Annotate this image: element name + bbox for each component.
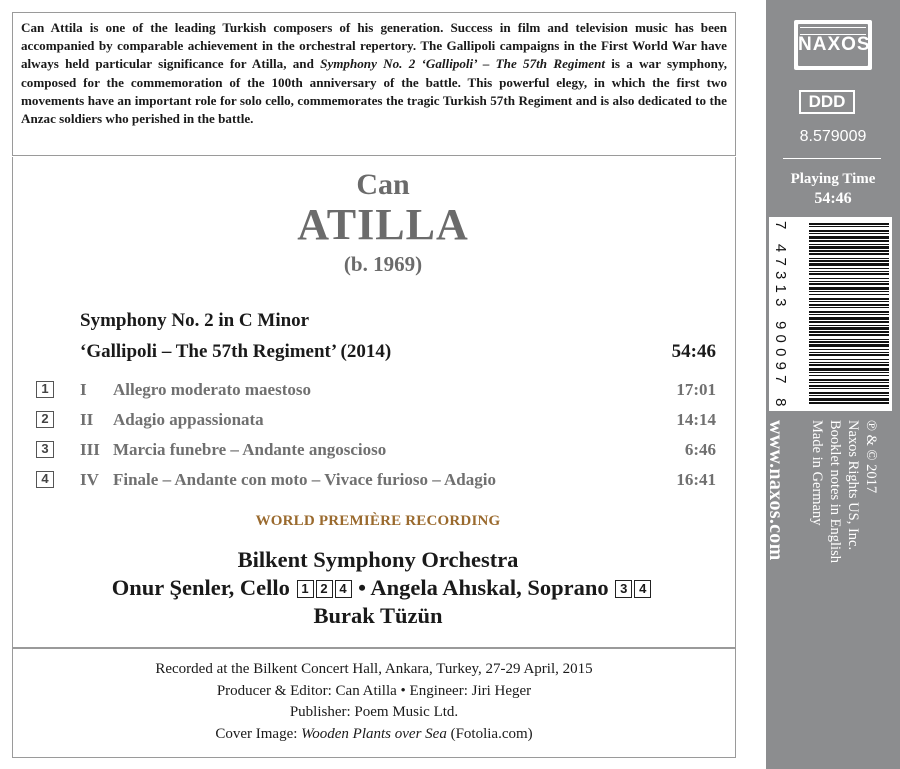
track-ref-box: 3	[615, 580, 632, 598]
work-title: Symphony No. 2 in C Minor	[80, 310, 310, 331]
track-number: 1	[36, 381, 54, 398]
movement-numeral: II	[80, 410, 94, 429]
track-number: 3	[36, 441, 54, 458]
ddd-badge: DDD	[799, 90, 855, 114]
track-duration: 6:46	[684, 440, 716, 459]
track-title: Allegro moderato maestoso	[113, 380, 311, 399]
track-duration: 17:01	[676, 380, 716, 399]
rights-line: Naxos Rights US, Inc.	[845, 420, 861, 551]
soprano-name: Angela Ahıskal, Soprano	[370, 575, 609, 600]
website-url: www.naxos.com	[765, 420, 787, 561]
work-subtitle: ‘Gallipoli – The 57th Regiment’ (2014)	[80, 341, 392, 362]
track-title: Marcia funebre – Andante angoscioso	[113, 440, 387, 459]
track-number: 2	[36, 411, 54, 428]
track-ref-box: 4	[634, 580, 651, 598]
blurb-text-2: is a war symphony, composed for the commemoration of the 100th anniversary of the battle. This powerful elegy, in which the first two movements have an important role for solo cello, commemorates the tragic Turkish 57th Regiment and is also dedicated to the Anzac soldiers who perished in the battle.	[21, 56, 727, 127]
movement-numeral: I	[80, 380, 87, 399]
track-row	[36, 470, 716, 494]
cover-source: (Fotolia.com)	[446, 725, 533, 742]
barcode	[769, 217, 892, 411]
composer-first-name: Can	[356, 168, 410, 201]
naxos-logo	[794, 20, 872, 70]
movement-numeral: III	[80, 440, 100, 459]
blurb-work-title: Symphony No. 2 ‘Gallipoli’ – The 57th Regiment	[320, 56, 605, 72]
rights-line: Booklet notes in English	[827, 420, 843, 563]
track-title: Adagio appassionata	[113, 410, 264, 429]
track-row	[36, 440, 716, 464]
rights-line: ℗ & © 2017	[863, 420, 879, 494]
track-row	[36, 380, 716, 404]
work-total-time: 54:46	[671, 341, 716, 362]
conductor-name: Burak Tüzün	[313, 603, 443, 628]
composer-last-name: ATILLA	[297, 200, 469, 249]
track-duration: 16:41	[676, 470, 716, 489]
track-number: 4	[36, 471, 54, 488]
description-blurb	[12, 12, 736, 156]
playing-time-label: Playing Time	[790, 171, 876, 187]
cover-title: Wooden Plants over Sea	[301, 725, 447, 742]
credit-publisher: Publisher: Poem Music Ltd.	[289, 704, 459, 720]
credit-recorded: Recorded at the Bilkent Concert Hall, Ankara, Turkey, 27-29 April, 2015	[155, 661, 593, 677]
blurb-text-1: Can Attila is one of the leading Turkish composers of his generation. Success in film and television music has been accompanied by comparable achievement in the orchestral repertory. The Gallipoli campaigns in the First World War have always held particular significance for Atilla, and	[21, 20, 727, 72]
cellist-name: Onur Şenler, Cello	[111, 575, 290, 600]
track-ref-box: 4	[335, 580, 352, 598]
track-title: Finale – Andante con moto – Vivace furioso – Adagio	[113, 470, 496, 489]
orchestra-name: Bilkent Symphony Orchestra	[237, 547, 519, 572]
composer-dates: (b. 1969)	[343, 252, 423, 276]
catalog-number: 8.579009	[799, 128, 867, 145]
track-ref-box: 1	[297, 580, 314, 598]
track-duration: 14:14	[676, 410, 716, 429]
soloists-line	[4, 575, 760, 601]
rights-line: Made in Germany	[809, 420, 825, 526]
movement-numeral: IV	[80, 470, 99, 489]
playing-time-value: 54:46	[814, 190, 852, 207]
bullet-separator: •	[358, 575, 367, 600]
credit-cover	[13, 724, 735, 746]
divider	[783, 158, 881, 159]
track-ref-box: 2	[316, 580, 333, 598]
barcode-digits: 7 47313 90097 8	[772, 221, 789, 412]
logo-columns-icon	[800, 27, 866, 35]
premiere-label: WORLD PREMIÈRE RECORDING	[255, 513, 501, 529]
cover-label: Cover Image:	[215, 725, 302, 742]
credit-producer: Producer & Editor: Can Atilla • Engineer: Jiri Heger	[216, 682, 532, 699]
naxos-logo-text: NAXOS	[798, 24, 868, 66]
track-row	[36, 410, 716, 434]
recording-credits	[12, 648, 736, 758]
